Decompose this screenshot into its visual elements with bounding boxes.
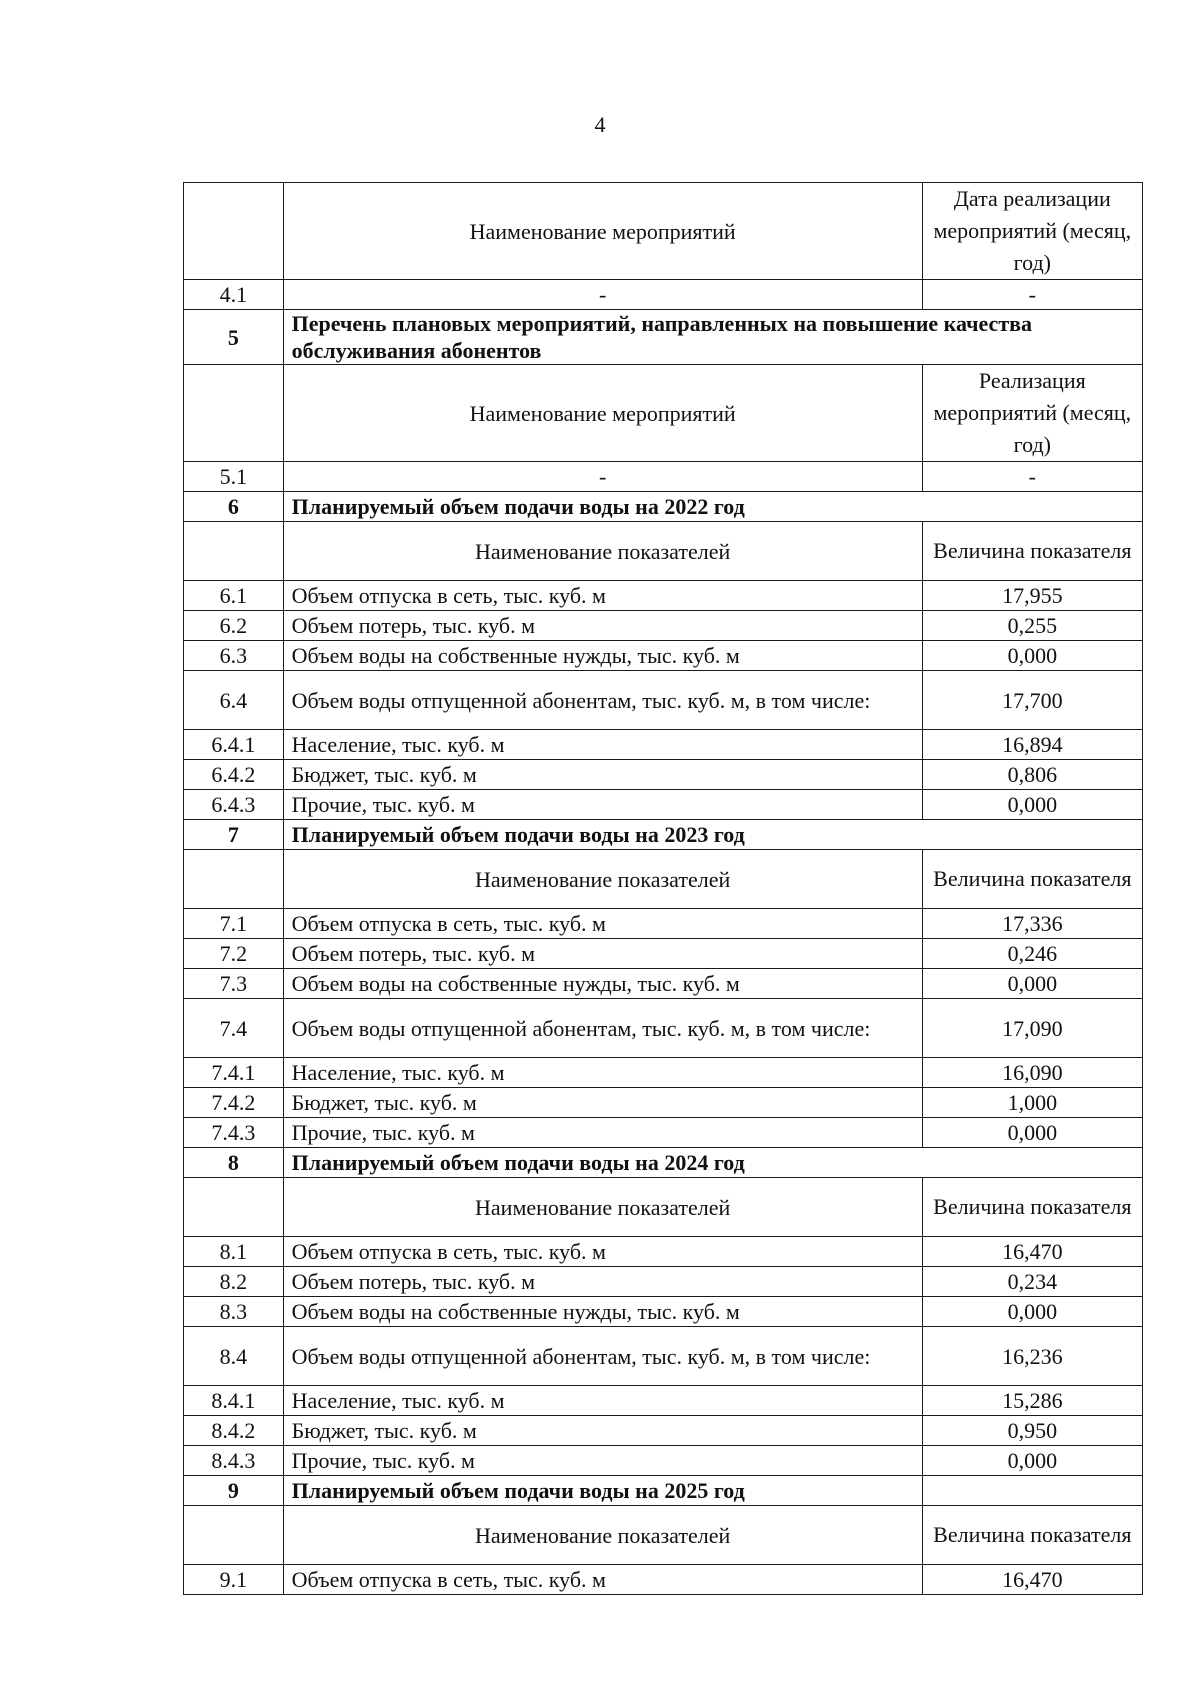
- table-row: [184, 611, 1143, 641]
- row-name: Объем воды отпущенной абонентам, тыс. куб. м, в том числе:: [283, 999, 922, 1058]
- table-row: [184, 641, 1143, 671]
- table-row: [184, 1327, 1143, 1386]
- header-value-cell: Величина показателя: [922, 1178, 1142, 1237]
- row-value: 16,894: [922, 730, 1142, 760]
- row-name: Прочие, тыс. куб. м: [283, 1446, 922, 1476]
- table-row: [184, 1267, 1143, 1297]
- row-value: 0,246: [922, 939, 1142, 969]
- table-row: [184, 730, 1143, 760]
- header-name-cell: Наименование показателей: [283, 1506, 922, 1565]
- section-row: [184, 820, 1143, 850]
- section-row: [184, 492, 1143, 522]
- row-number: 7.4.1: [184, 1058, 284, 1088]
- column-header-row: [184, 1178, 1143, 1237]
- section-number: 5: [184, 310, 284, 365]
- row-name: Объем потерь, тыс. куб. м: [283, 611, 922, 641]
- row-number: 8.2: [184, 1267, 284, 1297]
- column-header-row: [184, 522, 1143, 581]
- row-number: 6.1: [184, 581, 284, 611]
- row-value: -: [922, 462, 1142, 492]
- row-value: 0,000: [922, 790, 1142, 820]
- row-name: Бюджет, тыс. куб. м: [283, 760, 922, 790]
- header-value-cell: Величина показателя: [922, 1506, 1142, 1565]
- header-num-cell: [184, 850, 284, 909]
- row-number: 7.4.3: [184, 1118, 284, 1148]
- section-row: [184, 310, 1143, 365]
- table-row: [184, 1446, 1143, 1476]
- row-value: 0,000: [922, 1118, 1142, 1148]
- row-number: 4.1: [184, 280, 284, 310]
- section-number: 8: [184, 1148, 284, 1178]
- table-row: [184, 969, 1143, 999]
- header-num-cell: [184, 1178, 284, 1237]
- column-header-row: [184, 365, 1143, 462]
- header-num-cell: [184, 522, 284, 581]
- header-value-cell: Дата реализации мероприятий (месяц, год): [922, 183, 1142, 280]
- header-value-cell: Величина показателя: [922, 850, 1142, 909]
- row-value: 1,000: [922, 1088, 1142, 1118]
- row-name: -: [283, 280, 922, 310]
- header-name-cell: Наименование показателей: [283, 850, 922, 909]
- row-value: 16,470: [922, 1565, 1142, 1595]
- row-value: 16,470: [922, 1237, 1142, 1267]
- section-title: Планируемый объем подачи воды на 2025 год: [283, 1476, 922, 1506]
- row-name: Население, тыс. куб. м: [283, 1386, 922, 1416]
- water-supply-table: [183, 182, 1143, 1595]
- row-value: 17,700: [922, 671, 1142, 730]
- row-number: 8.4.2: [184, 1416, 284, 1446]
- row-name: Объем потерь, тыс. куб. м: [283, 1267, 922, 1297]
- header-name-cell: Наименование показателей: [283, 522, 922, 581]
- row-number: 5.1: [184, 462, 284, 492]
- column-header-row: [184, 1506, 1143, 1565]
- table-row: [184, 1088, 1143, 1118]
- table-body: [184, 183, 1143, 1595]
- row-name: Объем отпуска в сеть, тыс. куб. м: [283, 581, 922, 611]
- row-name: Население, тыс. куб. м: [283, 730, 922, 760]
- header-value-cell: Величина показателя: [922, 522, 1142, 581]
- table-row: [184, 760, 1143, 790]
- table-row: [184, 909, 1143, 939]
- row-name: Объем отпуска в сеть, тыс. куб. м: [283, 1237, 922, 1267]
- column-header-row: [184, 183, 1143, 280]
- table-row: [184, 999, 1143, 1058]
- section-title: Планируемый объем подачи воды на 2024 год: [283, 1148, 1142, 1178]
- header-num-cell: [184, 1506, 284, 1565]
- row-number: 6.4.3: [184, 790, 284, 820]
- row-number: 7.4: [184, 999, 284, 1058]
- page-number: 4: [594, 112, 606, 137]
- row-name: -: [283, 462, 922, 492]
- header-name-cell: Наименование мероприятий: [283, 365, 922, 462]
- table-row: [184, 1416, 1143, 1446]
- row-number: 8.4.3: [184, 1446, 284, 1476]
- row-value: 0,255: [922, 611, 1142, 641]
- section-number: 7: [184, 820, 284, 850]
- section-row: [184, 1148, 1143, 1178]
- section-title: Планируемый объем подачи воды на 2023 год: [283, 820, 1142, 850]
- header-num-cell: [184, 365, 284, 462]
- header-value-cell: Реализация мероприятий (месяц, год): [922, 365, 1142, 462]
- table-row: [184, 1386, 1143, 1416]
- row-number: 8.3: [184, 1297, 284, 1327]
- row-value: 15,286: [922, 1386, 1142, 1416]
- row-value: 0,806: [922, 760, 1142, 790]
- row-name: Объем воды отпущенной абонентам, тыс. куб. м, в том числе:: [283, 1327, 922, 1386]
- row-value: 0,950: [922, 1416, 1142, 1446]
- row-name: Объем воды на собственные нужды, тыс. куб. м: [283, 641, 922, 671]
- row-value: 17,090: [922, 999, 1142, 1058]
- header-name-cell: Наименование показателей: [283, 1178, 922, 1237]
- row-number: 7.3: [184, 969, 284, 999]
- row-number: 6.4: [184, 671, 284, 730]
- table-row: [184, 1118, 1143, 1148]
- row-value: 0,000: [922, 969, 1142, 999]
- table-row: [184, 280, 1143, 310]
- row-value: 16,090: [922, 1058, 1142, 1088]
- table-row: [184, 581, 1143, 611]
- row-name: Объем отпуска в сеть, тыс. куб. м: [283, 909, 922, 939]
- row-name: Прочие, тыс. куб. м: [283, 1118, 922, 1148]
- row-number: 8.4: [184, 1327, 284, 1386]
- row-value: 17,955: [922, 581, 1142, 611]
- row-name: Объем воды отпущенной абонентам, тыс. куб. м, в том числе:: [283, 671, 922, 730]
- row-name: Объем воды на собственные нужды, тыс. куб. м: [283, 969, 922, 999]
- section-number: 6: [184, 492, 284, 522]
- table-row: [184, 1237, 1143, 1267]
- row-name: Население, тыс. куб. м: [283, 1058, 922, 1088]
- table-row: [184, 1297, 1143, 1327]
- row-number: 6.2: [184, 611, 284, 641]
- row-number: 6.4.2: [184, 760, 284, 790]
- row-name: Объем отпуска в сеть, тыс. куб. м: [283, 1565, 922, 1595]
- table-row: [184, 1565, 1143, 1595]
- header-num-cell: [184, 183, 284, 280]
- row-number: 7.1: [184, 909, 284, 939]
- row-value: 16,236: [922, 1327, 1142, 1386]
- table-row: [184, 1058, 1143, 1088]
- row-name: Бюджет, тыс. куб. м: [283, 1088, 922, 1118]
- row-name: Объем воды на собственные нужды, тыс. куб. м: [283, 1297, 922, 1327]
- section-title: Перечень плановых мероприятий, направленных на повышение качества обслуживания абонентов: [283, 310, 1142, 365]
- row-name: Объем потерь, тыс. куб. м: [283, 939, 922, 969]
- table-row: [184, 790, 1143, 820]
- table-row: [184, 671, 1143, 730]
- section-number: 9: [184, 1476, 284, 1506]
- row-value: -: [922, 280, 1142, 310]
- row-number: 7.2: [184, 939, 284, 969]
- row-name: Бюджет, тыс. куб. м: [283, 1416, 922, 1446]
- row-value: 0,000: [922, 1297, 1142, 1327]
- section-row: [184, 1476, 1143, 1506]
- row-value: 0,234: [922, 1267, 1142, 1297]
- row-number: 9.1: [184, 1565, 284, 1595]
- row-value: 0,000: [922, 641, 1142, 671]
- row-number: 6.4.1: [184, 730, 284, 760]
- table-row: [184, 939, 1143, 969]
- header-name-cell: Наименование мероприятий: [283, 183, 922, 280]
- row-number: 8.4.1: [184, 1386, 284, 1416]
- row-name: Прочие, тыс. куб. м: [283, 790, 922, 820]
- column-header-row: [184, 850, 1143, 909]
- section-title: Планируемый объем подачи воды на 2022 год: [283, 492, 1142, 522]
- row-number: 6.3: [184, 641, 284, 671]
- row-number: 7.4.2: [184, 1088, 284, 1118]
- section-empty-cell: [922, 1476, 1142, 1506]
- row-number: 8.1: [184, 1237, 284, 1267]
- row-value: 17,336: [922, 909, 1142, 939]
- row-value: 0,000: [922, 1446, 1142, 1476]
- table-row: [184, 462, 1143, 492]
